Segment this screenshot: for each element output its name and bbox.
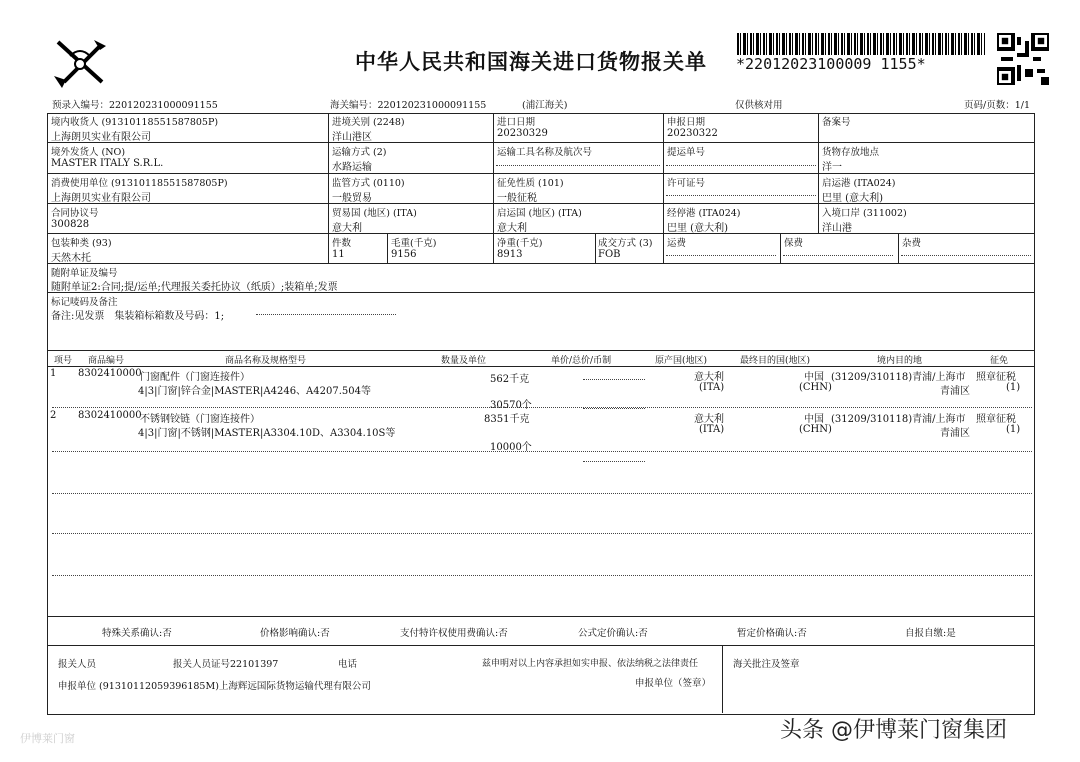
gross-label: 毛重(千克)	[391, 238, 437, 249]
item-domestic-district: 青浦区	[940, 386, 970, 397]
insurance-label: 保费	[784, 238, 804, 249]
item-qty-weight: 562千克	[490, 374, 530, 385]
customs-office: (浦江海关)	[522, 100, 568, 111]
declare-date-label: 申报日期	[667, 117, 706, 128]
storage-label: 货物存放地点	[822, 147, 880, 158]
pieces-label: 件数	[332, 238, 352, 249]
marks-label: 标记唛码及备注	[51, 297, 118, 308]
page-indicator: 页码/页数：1/1	[964, 100, 1030, 111]
shipper-value: MASTER ITALY S.R.L.	[51, 158, 164, 169]
item-domestic: (31209/310118)青浦/上海市	[831, 414, 966, 425]
docs-label: 随附单证及编号	[51, 268, 118, 279]
via-port-label: 经停港 (ITA024)	[667, 208, 741, 219]
item-qty-weight: 8351千克	[484, 414, 530, 425]
supervision-label: 监管方式 (0110)	[332, 178, 405, 189]
col-item-no: 项号	[54, 356, 73, 366]
item-code: 8302410000	[78, 410, 142, 421]
transport-label: 运输方式 (2)	[332, 147, 387, 158]
item-domestic-district: 青浦区	[940, 428, 970, 439]
item-levy: 照章征税	[976, 372, 1016, 383]
barcode-text: *22012023100009 1155*	[736, 55, 926, 73]
page-title: 中华人民共和国海关进口货物报关单	[355, 49, 707, 74]
statement: 兹申明对以上内容承担如实申报、依法纳税之法律责任	[482, 659, 699, 669]
verify-note: 仅供核对用	[735, 100, 783, 111]
item-spec: 4|3|门窗|锌合金|MASTER|A4246、A4207.504等	[138, 386, 371, 397]
entry-value: 洋山港	[822, 223, 852, 234]
pack-value: 天然木托	[51, 253, 91, 264]
misc-label: 杂费	[902, 238, 922, 249]
item-name: 不锈钢铰链（门窗连接件）	[140, 414, 260, 425]
item-dest-code: (CHN)	[799, 424, 832, 435]
depart-port-label: 启运港 (ITA024)	[822, 178, 896, 189]
pre-entry-number: 预录入编号：220120231000091155	[52, 100, 218, 111]
item-levy: 照章征税	[976, 414, 1016, 425]
entry-label: 入境口岸 (311002)	[822, 208, 907, 219]
special-relation-confirm: 特殊关系确认:否	[102, 628, 172, 639]
item-qty-count: 10000个	[490, 442, 532, 453]
gross-value: 9156	[391, 249, 417, 260]
item-origin: 意大利	[694, 414, 724, 425]
pieces-value: 11	[332, 249, 345, 260]
marks-value: 备注:见发票 集装箱标箱数及号码：1;	[51, 311, 225, 322]
levy-nature-label: 征免性质 (101)	[497, 178, 564, 189]
formula-price-confirm: 公式定价确认:否	[578, 628, 648, 639]
bl-label: 提运单号	[667, 147, 706, 158]
license-label: 许可证号	[667, 178, 706, 189]
net-label: 净重(千克)	[497, 238, 543, 249]
phone-label: 电话	[338, 659, 358, 670]
consignee-value: 上海朗贝实业有限公司	[51, 132, 151, 143]
supervision-value: 一般贸易	[332, 193, 372, 204]
deal-label: 成交方式 (3)	[598, 238, 653, 249]
via-port-value: 巴里 (意大利)	[667, 223, 728, 234]
col-levy: 征免	[990, 356, 1009, 366]
provisional-price-confirm: 暂定价格确认:否	[737, 628, 807, 639]
docs-value: 随附单证2:合同;提/运单;代理报关委托协议（纸质）;装箱单;发票	[51, 282, 338, 293]
trade-country-value: 意大利	[332, 223, 362, 234]
entry-port-label: 进境关别 (2248)	[332, 117, 405, 128]
declarant-label: 报关人员	[58, 659, 97, 670]
customs-number: 海关编号：220120231000091155	[330, 100, 487, 111]
declare-unit: 申报单位 (91310112059396185M)上海辉远国际货物运输代理有限公司	[58, 681, 371, 692]
item-no: 1	[50, 368, 57, 379]
item-name: 门窗配件（门窗连接件）	[140, 372, 250, 383]
item-no: 2	[50, 410, 57, 421]
contract-value: 300828	[51, 219, 90, 230]
approval-label: 海关批注及签章	[733, 659, 800, 670]
item-levy-code: (1)	[1006, 424, 1021, 435]
declare-unit-sign: 申报单位（签章）	[635, 678, 712, 689]
net-value: 8913	[497, 249, 523, 260]
trade-country-label: 贸易国 (地区) (ITA)	[332, 208, 417, 219]
self-pay-confirm: 自报自缴:是	[905, 628, 956, 639]
barcode	[737, 33, 985, 55]
vessel-label: 运输工具名称及航次号	[497, 147, 593, 158]
item-origin-code: (ITA)	[699, 382, 725, 393]
item-dest: 中国	[804, 414, 824, 425]
col-dest: 最终目的国(地区)	[740, 356, 811, 366]
customs-emblem-icon	[50, 36, 110, 90]
price-impact-confirm: 价格影响确认:否	[260, 628, 330, 639]
col-price: 单价/总价/币制	[551, 356, 612, 366]
deal-value: FOB	[598, 249, 621, 260]
entry-port-value: 洋山港区	[332, 132, 372, 143]
freight-label: 运费	[667, 238, 687, 249]
contract-label: 合同协议号	[51, 208, 99, 219]
storage-value: 洋一	[822, 162, 842, 173]
record-label: 备案号	[822, 117, 851, 128]
qr-code-icon	[997, 33, 1049, 85]
item-domestic: (31209/310118)青浦/上海市	[831, 372, 966, 383]
item-levy-code: (1)	[1006, 382, 1021, 393]
col-name: 商品名称及规格型号	[225, 356, 307, 366]
user-label: 消费使用单位 (91310118551587805P)	[51, 178, 228, 189]
item-origin: 意大利	[694, 372, 724, 383]
faint-watermark: 伊博莱门窗	[20, 732, 75, 745]
user-value: 上海朗贝实业有限公司	[51, 193, 151, 204]
import-date-label: 进口日期	[497, 117, 536, 128]
item-spec: 4|3|门窗|不锈钢|MASTER|A3304.10D、A3304.10S等	[138, 428, 396, 439]
col-code: 商品编号	[88, 356, 125, 366]
consignee-label: 境内收货人 (91310118551587805P)	[51, 117, 219, 128]
pack-label: 包装种类 (93)	[51, 238, 112, 249]
item-dest: 中国	[804, 372, 824, 383]
transport-value: 水路运输	[332, 162, 372, 173]
levy-nature-value: 一般征税	[497, 193, 537, 204]
item-origin-code: (ITA)	[699, 424, 725, 435]
item-qty-count: 30570个	[490, 400, 532, 411]
item-dest-code: (CHN)	[799, 382, 832, 393]
shipper-label: 境外发货人 (NO)	[51, 147, 126, 158]
origin-country-value: 意大利	[497, 223, 527, 234]
col-domestic: 境内目的地	[877, 356, 923, 366]
source-watermark: 头条 @伊博莱门窗集团	[780, 718, 1007, 743]
col-origin: 原产国(地区)	[655, 356, 708, 366]
declare-date-value: 20230322	[667, 128, 718, 139]
origin-country-label: 启运国 (地区) (ITA)	[497, 208, 582, 219]
declarant-cert: 报关人员证号22101397	[173, 659, 279, 670]
item-code: 8302410000	[78, 368, 142, 379]
royalty-confirm: 支付特许权使用费确认:否	[400, 628, 508, 639]
import-date-value: 20230329	[497, 128, 548, 139]
col-qty: 数量及单位	[441, 356, 487, 366]
depart-port-value: 巴里 (意大利)	[822, 193, 883, 204]
